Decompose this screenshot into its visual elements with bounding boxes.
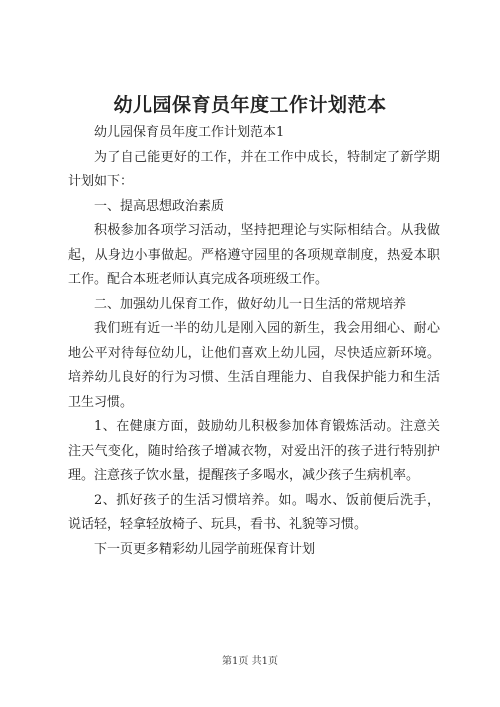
intro-paragraph: 为了自己能更好的工作，并在工作中成长，特制定了新学期计划如下： bbox=[68, 149, 440, 189]
section-heading-2: 二、加强幼儿保育工作，做好幼儿一日生活的常规培养 bbox=[94, 296, 407, 312]
document-body bbox=[68, 121, 440, 562]
section-2-paragraph: 我们班有近一半的幼儿是刚入园的新生，我会用细心、耐心地公平对待每位幼儿，让他们喜欢上幼儿园，尽快适应新环境。培养幼儿良好的行为习惯、生活自理能力、自我保护能力和生活卫生习惯。 bbox=[68, 321, 440, 410]
page-footer: 第1页 共1页 bbox=[222, 656, 278, 667]
habits-item-paragraph: 2、抓好孩子的生活习惯培养。如。喝水、饭前便后洗手，说话轻，轻拿轻放椅子、玩具，看书、礼貌等习惯。 bbox=[68, 492, 440, 532]
health-item-paragraph: 1、在健康方面，鼓励幼儿积极参加体育锻炼活动。注意关注天气变化，随时给孩子增减衣物，对爱出汗的孩子进行特别护理。注意孩子饮水量，提醒孩子多喝水，减少孩子生病机率。 bbox=[68, 419, 440, 483]
section-1-paragraph: 积极参加各项学习活动，坚持把理论与实际相结合。从我做起，从身边小事做起。严格遵守园里的各项规章制度，热爱本职工作。配合本班老师认真完成各项班级工作。 bbox=[68, 223, 440, 287]
next-page-text: 下一页更多精彩幼儿园学前班保育计划 bbox=[94, 541, 316, 557]
document-title: 幼儿园保育员年度工作计划范本 bbox=[113, 94, 387, 116]
section-heading-1: 一、提高思想政治素质 bbox=[94, 198, 225, 214]
subtitle-paragraph: 幼儿园保育员年度工作计划范本1 bbox=[94, 125, 285, 140]
